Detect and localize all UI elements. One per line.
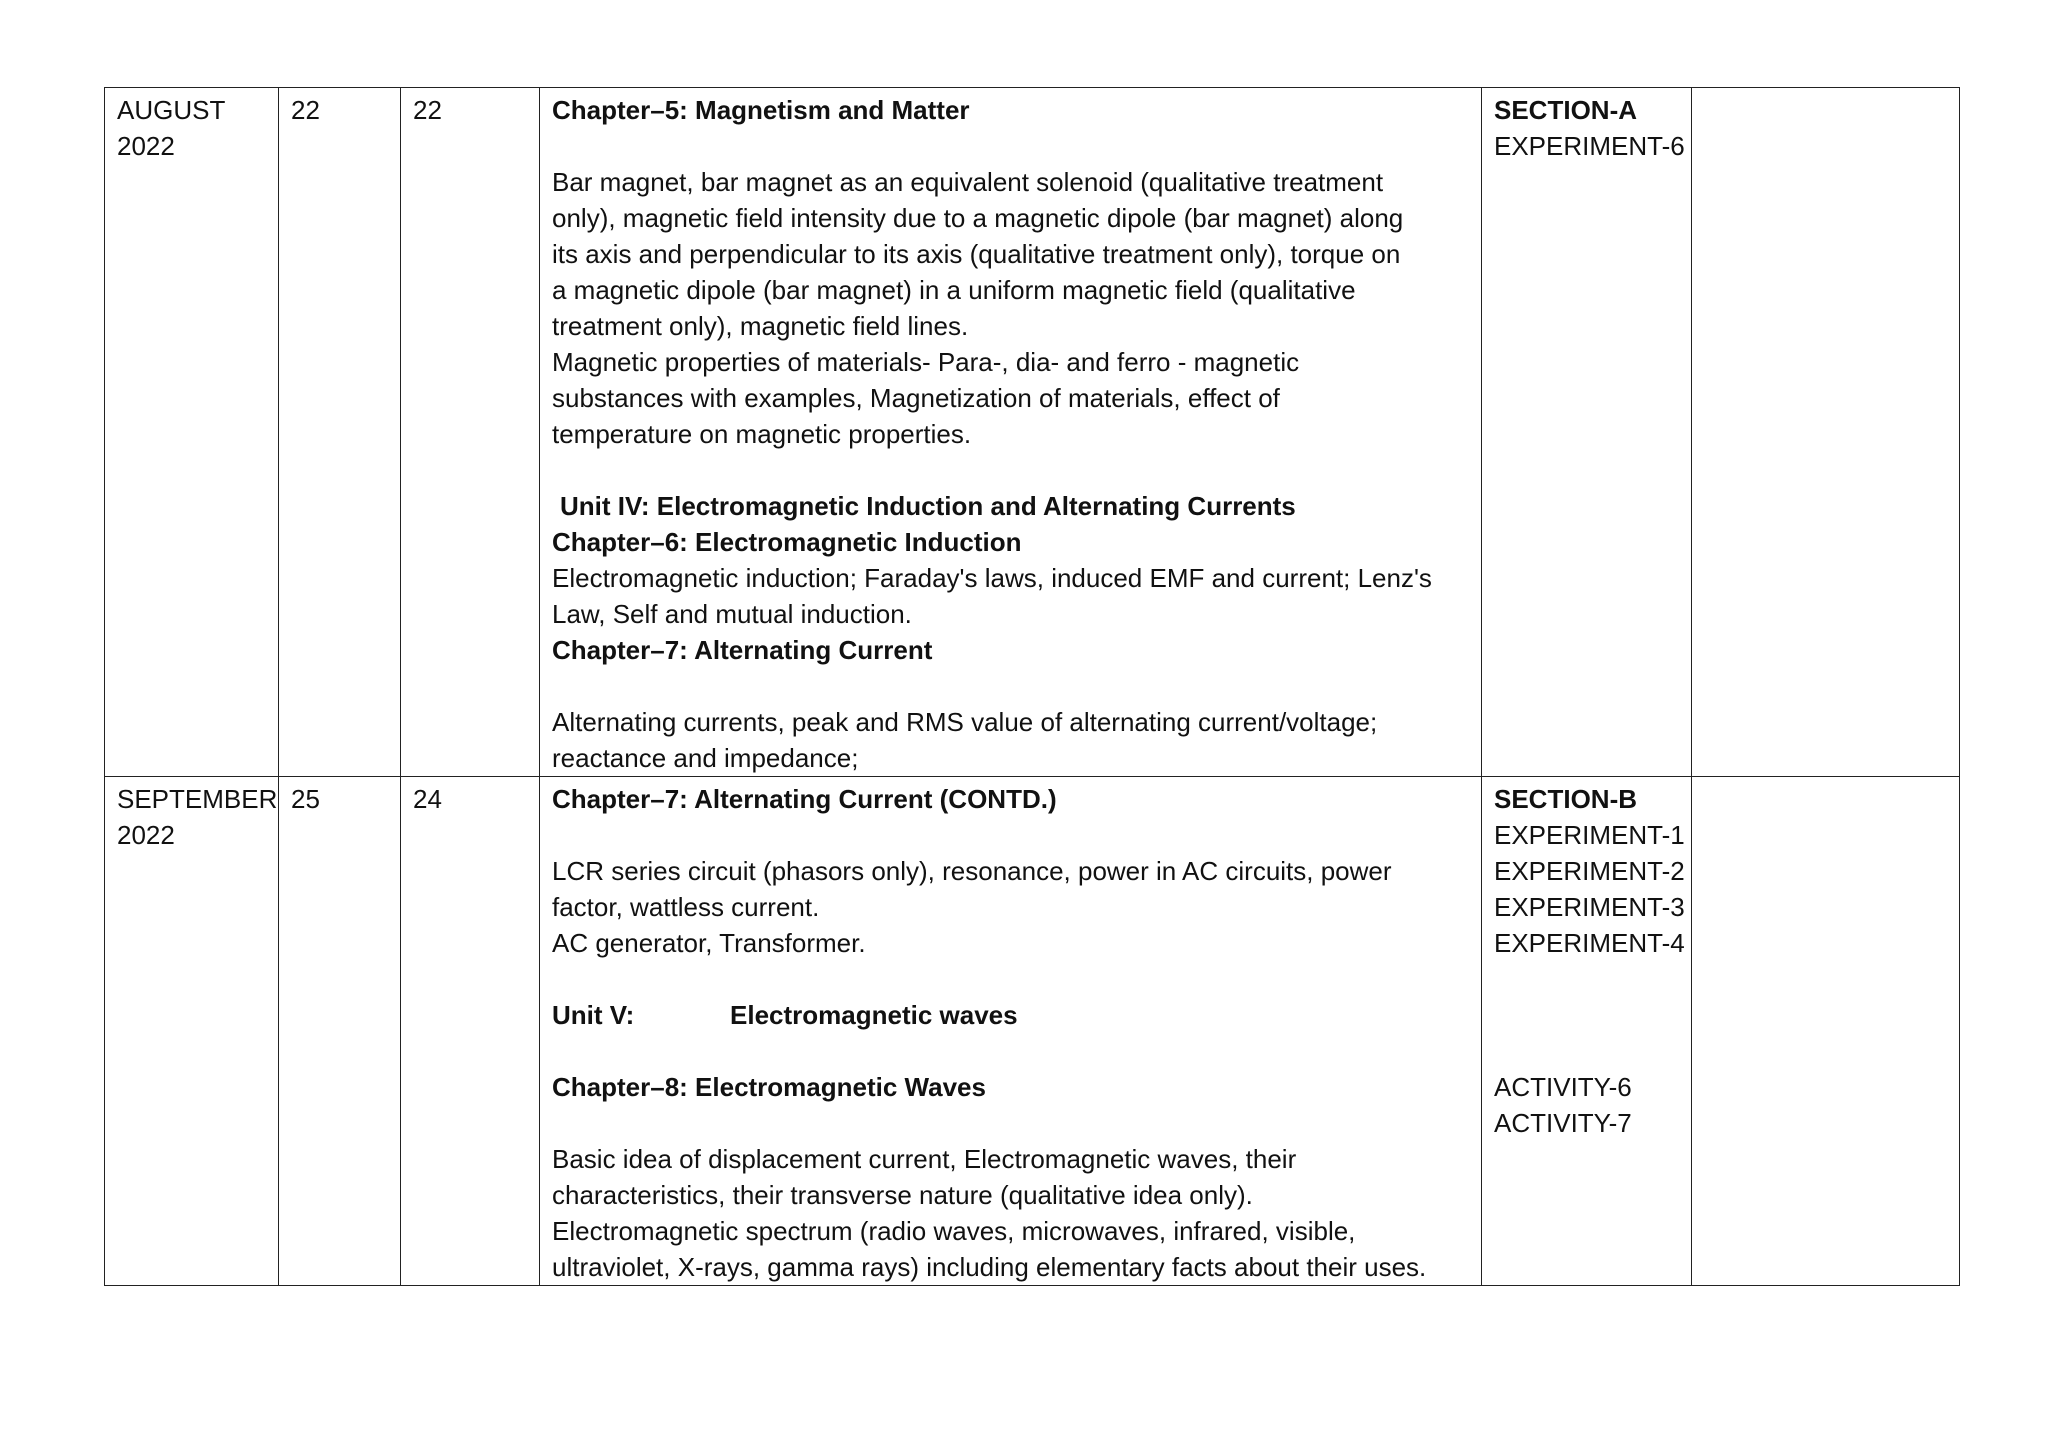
syllabus-table	[104, 87, 1960, 1286]
table-row-september	[105, 777, 1960, 1286]
chapter-heading: Chapter–6: Electromagnetic Induction	[552, 527, 1022, 557]
content-line: only), magnetic field intensity due to a magnetic dipole (bar magnet) along	[552, 203, 1404, 233]
content-line: a magnetic dipole (bar magnet) in a uniform magnetic field (qualitative	[552, 275, 1356, 305]
content-line: Alternating currents, peak and RMS value of alternating current/voltage;	[552, 707, 1378, 737]
section-label: SECTION-B	[1494, 784, 1637, 814]
activity-item: ACTIVITY-7	[1494, 1108, 1632, 1138]
remarks-value	[1704, 781, 1949, 817]
month-year: 2022	[117, 131, 175, 161]
month-cell	[105, 777, 279, 1286]
experiment-item: EXPERIMENT-3	[1494, 892, 1685, 922]
content-line: LCR series circuit (phasors only), resonance, power in AC circuits, power	[552, 856, 1392, 886]
chapter-heading: Chapter–7: Alternating Current	[552, 635, 933, 665]
count-cell-b	[401, 777, 540, 1286]
content-line: AC generator, Transformer.	[552, 928, 866, 958]
content-line: Bar magnet, bar magnet as an equivalent solenoid (qualitative treatment	[552, 167, 1384, 197]
experiment-item: EXPERIMENT-4	[1494, 928, 1685, 958]
month-year: 2022	[117, 820, 175, 850]
content-line: characteristics, their transverse nature (qualitative idea only).	[552, 1180, 1253, 1210]
content-line: Electromagnetic induction; Faraday's laws, induced EMF and current; Lenz's	[552, 563, 1432, 593]
count-cell-a	[279, 777, 401, 1286]
content-line: reactance and impedance;	[552, 743, 859, 773]
remarks-cell	[1692, 88, 1960, 777]
count-value-a: 22	[291, 95, 320, 125]
content-line: substances with examples, Magnetization of materials, effect of	[552, 383, 1280, 413]
count-value-b: 22	[413, 95, 442, 125]
count-cell-b	[401, 88, 540, 777]
month-cell	[105, 88, 279, 777]
content-line: Magnetic properties of materials- Para-, dia- and ferro - magnetic	[552, 347, 1300, 377]
practical-cell	[1482, 88, 1692, 777]
experiment-item: EXPERIMENT-1	[1494, 820, 1685, 850]
remarks-value	[1704, 92, 1949, 128]
content-line: ultraviolet, X-rays, gamma rays) including elementary facts about their uses.	[552, 1252, 1427, 1282]
content-line: factor, wattless current.	[552, 892, 820, 922]
content-cell	[540, 777, 1482, 1286]
content-line: Electromagnetic spectrum (radio waves, microwaves, infrared, visible,	[552, 1216, 1356, 1246]
activity-item: ACTIVITY-6	[1494, 1072, 1632, 1102]
unit-title: Electromagnetic waves	[730, 1000, 1018, 1030]
experiment-item: EXPERIMENT-6	[1494, 131, 1685, 161]
chapter-heading: Chapter–8: Electromagnetic Waves	[552, 1072, 986, 1102]
content-line: Law, Self and mutual induction.	[552, 599, 912, 629]
content-line: temperature on magnetic properties.	[552, 419, 972, 449]
practical-cell	[1482, 777, 1692, 1286]
remarks-cell	[1692, 777, 1960, 1286]
chapter-heading: Chapter–5: Magnetism and Matter	[552, 95, 970, 125]
count-value-b: 24	[413, 784, 442, 814]
count-value-a: 25	[291, 784, 320, 814]
chapter-heading: Chapter–7: Alternating Current (CONTD.)	[552, 784, 1057, 814]
unit-heading	[552, 997, 1471, 1033]
section-label: SECTION-A	[1494, 95, 1637, 125]
content-line: its axis and perpendicular to its axis (qualitative treatment only), torque on	[552, 239, 1401, 269]
unit-label: Unit V:	[552, 1000, 635, 1030]
unit-heading: Unit IV: Electromagnetic Induction and Alternating Currents	[560, 491, 1296, 521]
experiment-item: EXPERIMENT-2	[1494, 856, 1685, 886]
content-line: treatment only), magnetic field lines.	[552, 311, 969, 341]
content-cell	[540, 88, 1482, 777]
count-cell-a	[279, 88, 401, 777]
month-name: SEPTEMBER	[117, 784, 278, 814]
month-name: AUGUST	[117, 95, 226, 125]
content-line: Basic idea of displacement current, Electromagnetic waves, their	[552, 1144, 1297, 1174]
table-row-august	[105, 88, 1960, 777]
